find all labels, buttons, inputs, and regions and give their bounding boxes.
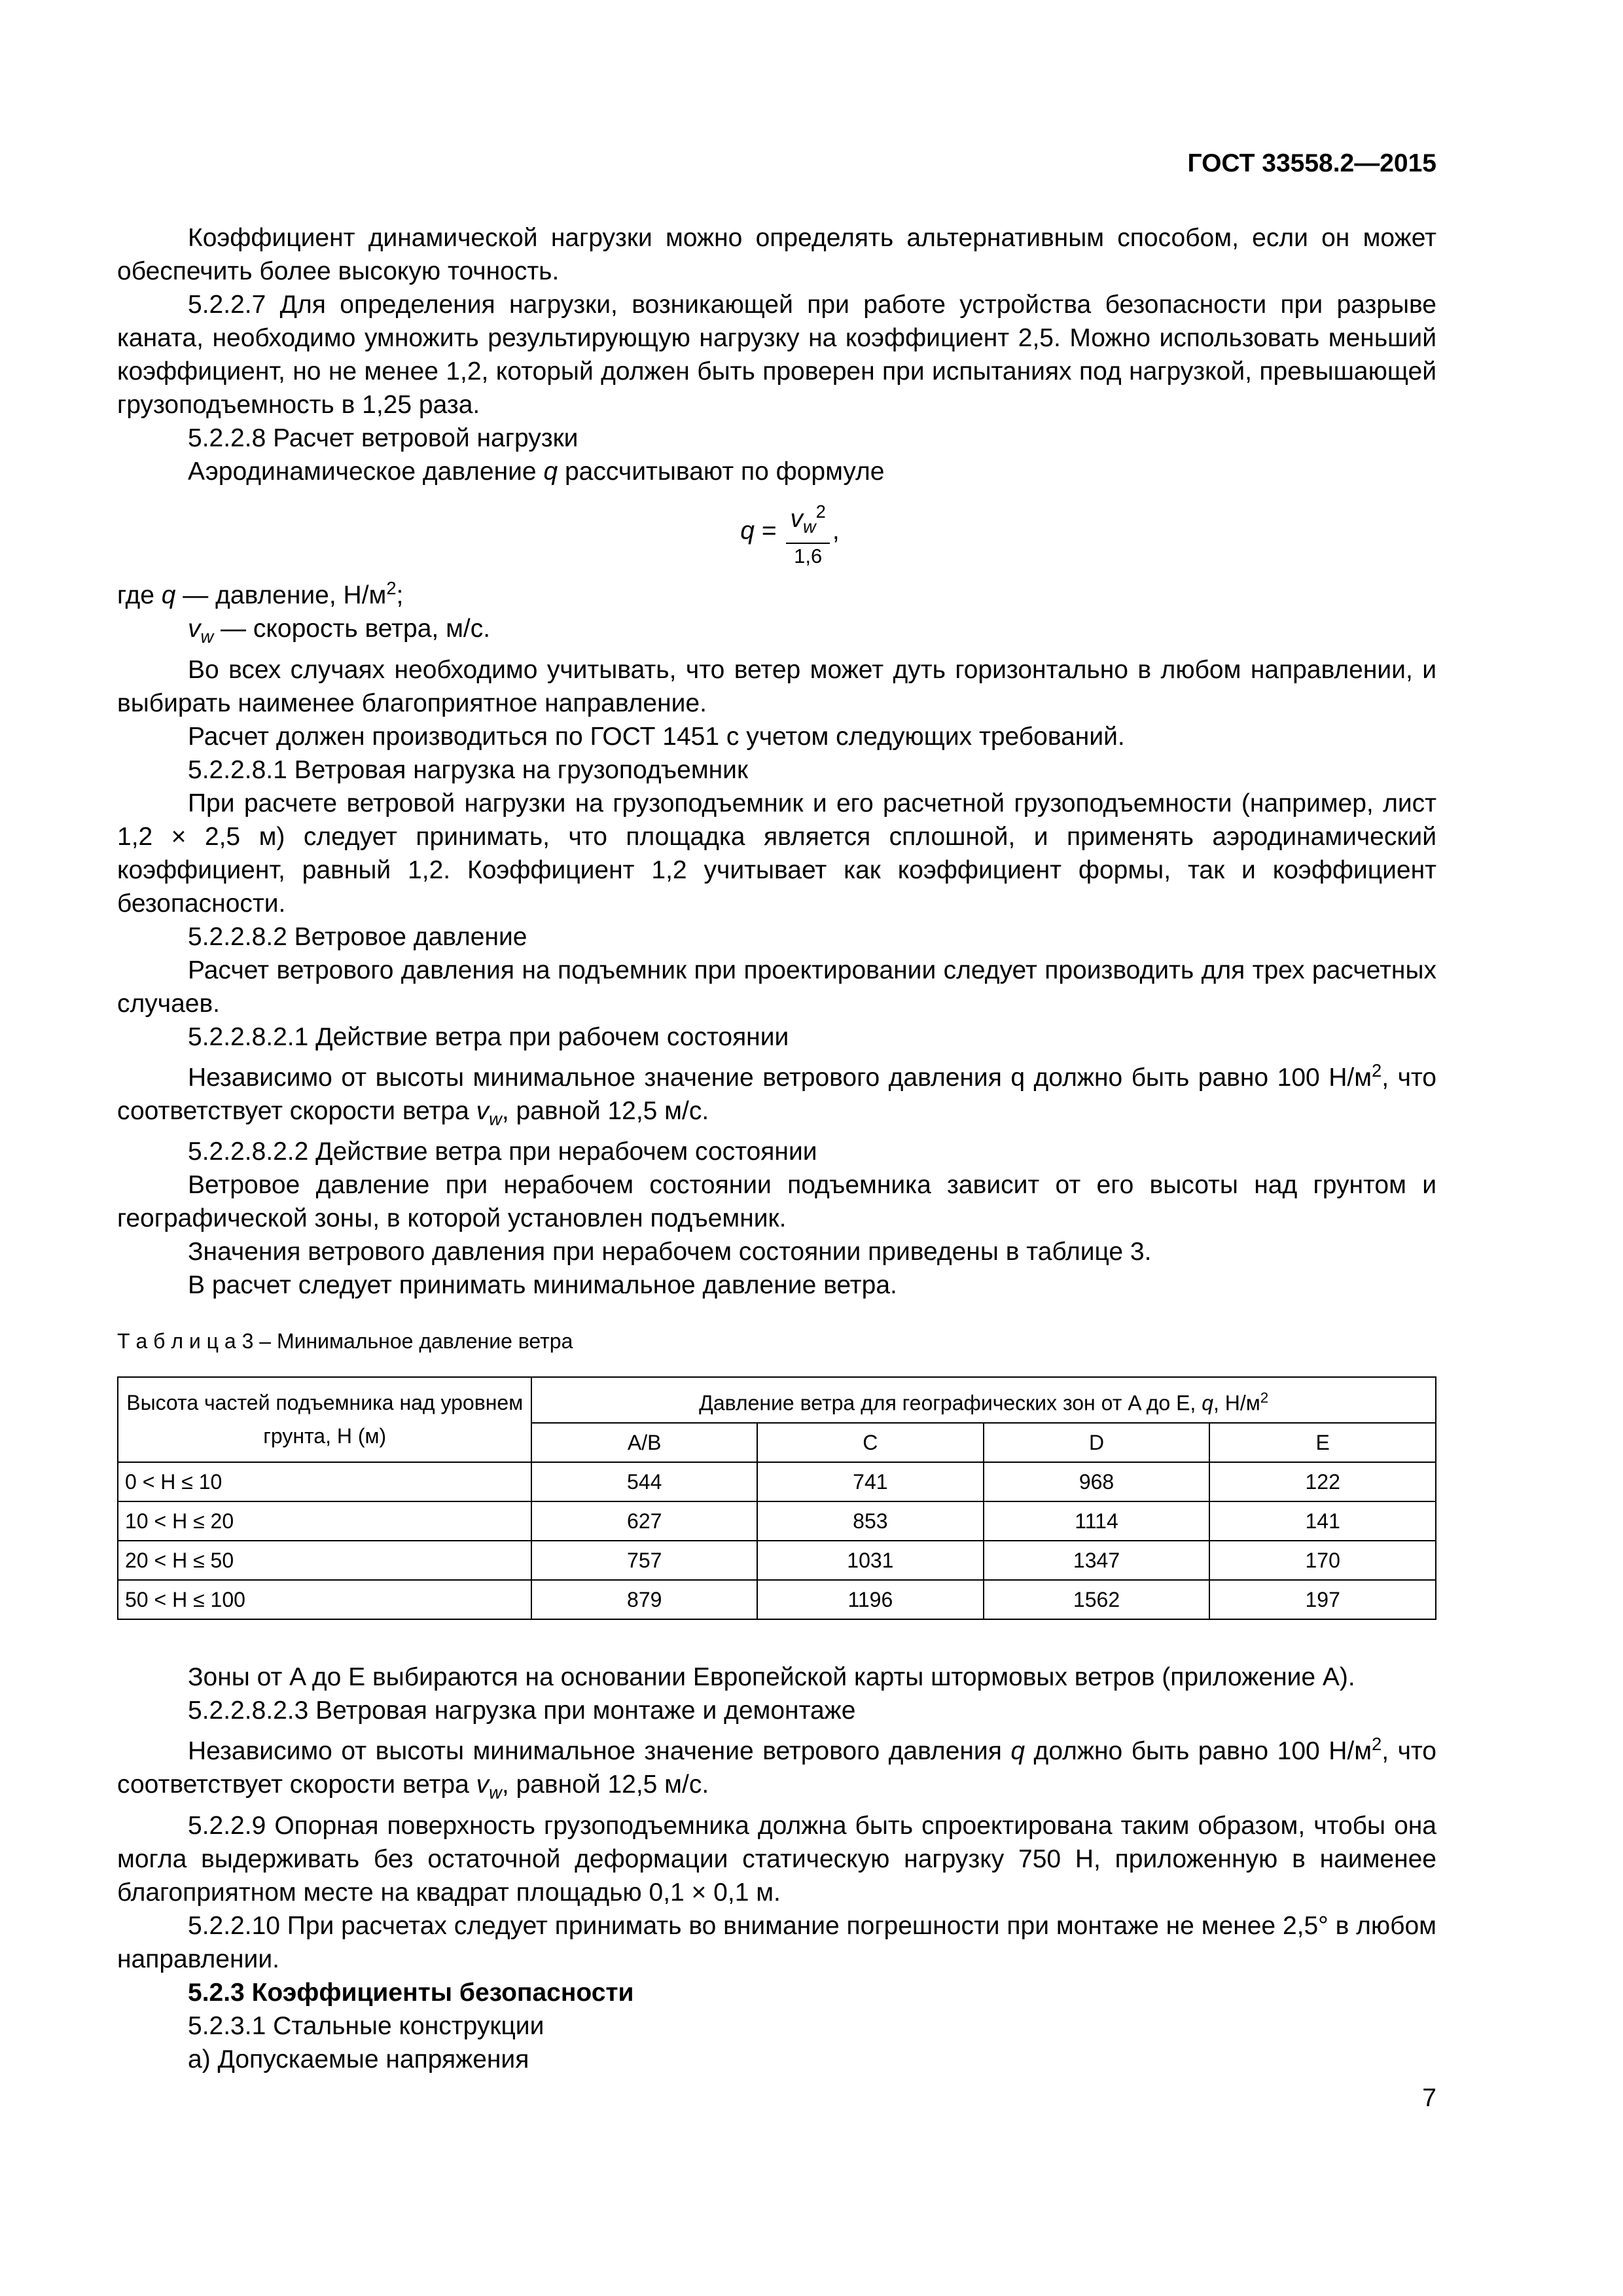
page-number: 7 [1422,2084,1436,2112]
paragraph-mounting: Независимо от высоты минимальное значение ветрового давления q должно быть равно 100 $Н/м^2$, что соответствует скорости ветра $v_w$, равной 12,5 м/с. [117,1734,1436,1803]
table-cell: 197 [1209,1580,1436,1619]
column-header-zone: D [984,1423,1210,1462]
table-row [118,1541,1436,1580]
table-cell: 741 [757,1462,984,1501]
formula-intro: Аэродинамическое давление q рассчитывают по формуле [188,457,885,486]
table-cell: 50 < H ≤ 100 [118,1580,531,1619]
paragraph: 5.2.2.8 Расчет ветровой нагрузки [188,424,579,452]
table-row [118,1462,1436,1501]
column-group-header: Давление ветра для географических зон от A до E, q, $Н/м^2$ [531,1377,1436,1423]
table-cell: 853 [757,1501,984,1541]
paragraph: В расчет следует принимать минимальное давление ветра. [188,1271,897,1300]
paragraph: 5.2.2.8.1 Ветровая нагрузка на грузоподъемник [188,755,749,784]
table-cell: 1562 [984,1580,1210,1619]
paragraph: а) Допускаемые напряжения [188,2045,529,2074]
table-cell: 627 [531,1501,757,1541]
table-cell: 1114 [984,1501,1210,1541]
table-cell: 1347 [984,1541,1210,1580]
paragraph: 5.2.2.7 Для определения нагрузки, возникающей при работе устройства безопасности при разрыве каната, необходимо умножить результирующую нагрузку на коэффициент 2,5. Можно использовать меньший коэффициент, но не менее 1,2, который должен быть проверен при испытаниях под нагрузкой, превышающей грузоподъемность в 1,25 раза. [117,291,1436,419]
table-cell: 1031 [757,1541,984,1580]
table-cell: 879 [531,1580,757,1619]
column-header-zone: A/B [531,1423,757,1462]
table-row [118,1501,1436,1541]
paragraph: 5.2.2.9 Опорная поверхность грузоподъемника должна быть спроектирована таким образом, чтобы она могла выдерживать без остаточной деформации статическую нагрузку 750 Н, приложенную в наименее благоприятном месте на квадрат площадью 0,1 × 0,1 м. [117,1812,1436,1907]
paragraph: 5.2.2.8.2 Ветровое давление [188,922,527,951]
table-cell: 544 [531,1462,757,1501]
section-heading: 5.2.3 Коэффициенты безопасности [188,1979,634,2007]
paragraph: Расчет ветрового давления на подъемник при проектировании следует производить для трех расчетных случаев. [117,956,1436,1018]
table-row [118,1580,1436,1619]
table-cell: 10 < H ≤ 20 [118,1501,531,1541]
formula-fraction: $\frac{v_w^2}{1,6}$ [786,496,829,569]
paragraph: Расчет должен производиться по ГОСТ 1451 с учетом следующих требований. [188,722,1125,751]
paragraph: Ветровое давление при нерабочем состоянии подъемника зависит от его высоты над грунтом и географической зоны, в которой установлен подъемник. [117,1171,1436,1233]
page-content [117,221,1436,2076]
paragraph: 5.2.2.10 При расчетах следует принимать во внимание погрешности при монтаже не менее 2,5° в любом направлении. [117,1912,1436,1974]
paragraph: При расчете ветровой нагрузки на грузоподъемник и его расчетной грузоподъемности (например, лист 1,2 × 2,5 м) следует принимать, что площадка является сплошной, и применять аэродинамический коэффициент, равный 1,2. Коэффициент 1,2 учитывает как коэффициент формы, так и коэффициент безопасности. [117,789,1436,918]
paragraph: Зоны от A до E выбираются на основании Европейской карты штормовых ветров (приложение А). [188,1663,1355,1692]
where-line-q: где q — давление, $Н/м^2$; [117,577,404,609]
column-header-zone: C [757,1423,984,1462]
table-cell: 20 < H ≤ 50 [118,1541,531,1580]
paragraph: 5.2.2.8.2.3 Ветровая нагрузка при монтаже и демонтаже [188,1696,856,1725]
where-line-v: $v_w$ — скорость ветра, м/с. [188,614,491,647]
table-caption: Т а б л и ц а 3 – Минимальное давление ветра [117,1329,573,1354]
table-cell: 170 [1209,1541,1436,1580]
paragraph: 5.2.2.8.2.2 Действие ветра при нерабочем состоянии [188,1138,817,1166]
paragraph: 5.2.3.1 Стальные конструкции [188,2012,544,2041]
table-cell: 122 [1209,1462,1436,1501]
column-header-height: Высота частей подъемника над уровнем грунта, Н (м) [118,1377,531,1462]
table-cell: 1196 [757,1580,984,1619]
wind-pressure-table [117,1376,1436,1620]
table-cell: 141 [1209,1501,1436,1541]
paragraph: 5.2.2.8.2.1 Действие ветра при рабочем состоянии [188,1022,789,1051]
standard-header: ГОСТ 33558.2—2015 [1187,149,1436,177]
table-cell: 0 < H ≤ 10 [118,1462,531,1501]
paragraph: Во всех случаях необходимо учитывать, что ветер может дуть горизонтально в любом направлении, и выбирать наименее благоприятное направление. [117,655,1436,717]
table-cell: 968 [984,1462,1210,1501]
table-cell: 757 [531,1541,757,1580]
paragraph: Значения ветрового давления при нерабочем состоянии приведены в таблице 3. [188,1238,1152,1266]
paragraph-working-state: Независимо от высоты минимальное значение ветрового давления q должно быть равно 100 $Н/м^2$, что соответствует скорости ветра $v_w$, равной 12,5 м/с. [117,1060,1436,1129]
paragraph: Коэффициент динамической нагрузки можно определять альтернативным способом, если он может обеспечить более высокую точность. [117,224,1436,285]
wind-pressure-formula: q = $\frac{v_w^2}{1,6}$ , [117,496,1436,569]
column-header-zone: E [1209,1423,1436,1462]
